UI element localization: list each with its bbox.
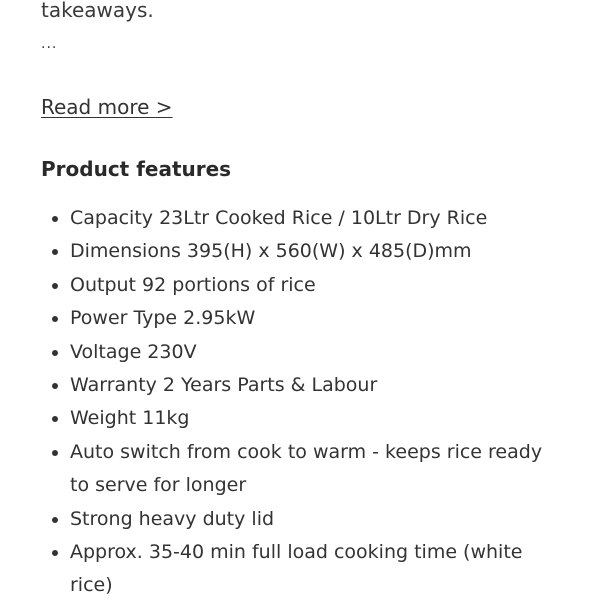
- feature-item: [41, 402, 561, 435]
- feature-item-text: Approx. 35-40 min full load cooking time (white rice): [70, 541, 523, 597]
- bullet-icon: [52, 450, 58, 456]
- feature-item-text: Power Type 2.95kW: [70, 307, 256, 330]
- feature-item-text: Warranty 2 Years Parts & Labour: [70, 374, 378, 397]
- feature-item-text: Auto switch from cook to warm - keeps rice ready to serve for longer: [70, 440, 543, 497]
- feature-item-text: Output 92 portions of rice: [70, 273, 316, 296]
- description-text: takeaways.: [41, 0, 154, 22]
- feature-item: [41, 302, 561, 335]
- feature-item: [41, 369, 561, 402]
- bullet-icon: [52, 316, 58, 322]
- product-features-list: [41, 202, 561, 600]
- feature-item: [41, 503, 561, 536]
- feature-item: [41, 336, 561, 369]
- bullet-icon: [52, 550, 58, 556]
- feature-item-text: Weight 11kg: [70, 407, 190, 430]
- feature-item: [41, 536, 561, 600]
- bullet-icon: [52, 283, 58, 289]
- feature-item-text: Dimensions 395(H) x 560(W) x 485(D)mm: [70, 240, 472, 263]
- feature-item: [41, 436, 561, 503]
- bullet-icon: [52, 350, 58, 356]
- bullet-icon: [52, 216, 58, 222]
- feature-item: [41, 235, 561, 268]
- feature-item: [41, 269, 561, 302]
- read-more-link[interactable]: Read more >: [41, 95, 173, 119]
- feature-item-text: Voltage 230V: [70, 340, 197, 363]
- feature-item-text: Capacity 23Ltr Cooked Rice / 10Ltr Dry Rice: [70, 207, 488, 229]
- feature-item: [41, 202, 561, 235]
- bullet-icon: [52, 249, 58, 255]
- description-ellipsis: ...: [41, 36, 58, 52]
- bullet-icon: [52, 416, 58, 422]
- bullet-icon: [52, 517, 58, 523]
- feature-item-text: Strong heavy duty lid: [70, 507, 275, 530]
- product-features-heading: Product features: [41, 157, 232, 181]
- bullet-icon: [52, 383, 58, 389]
